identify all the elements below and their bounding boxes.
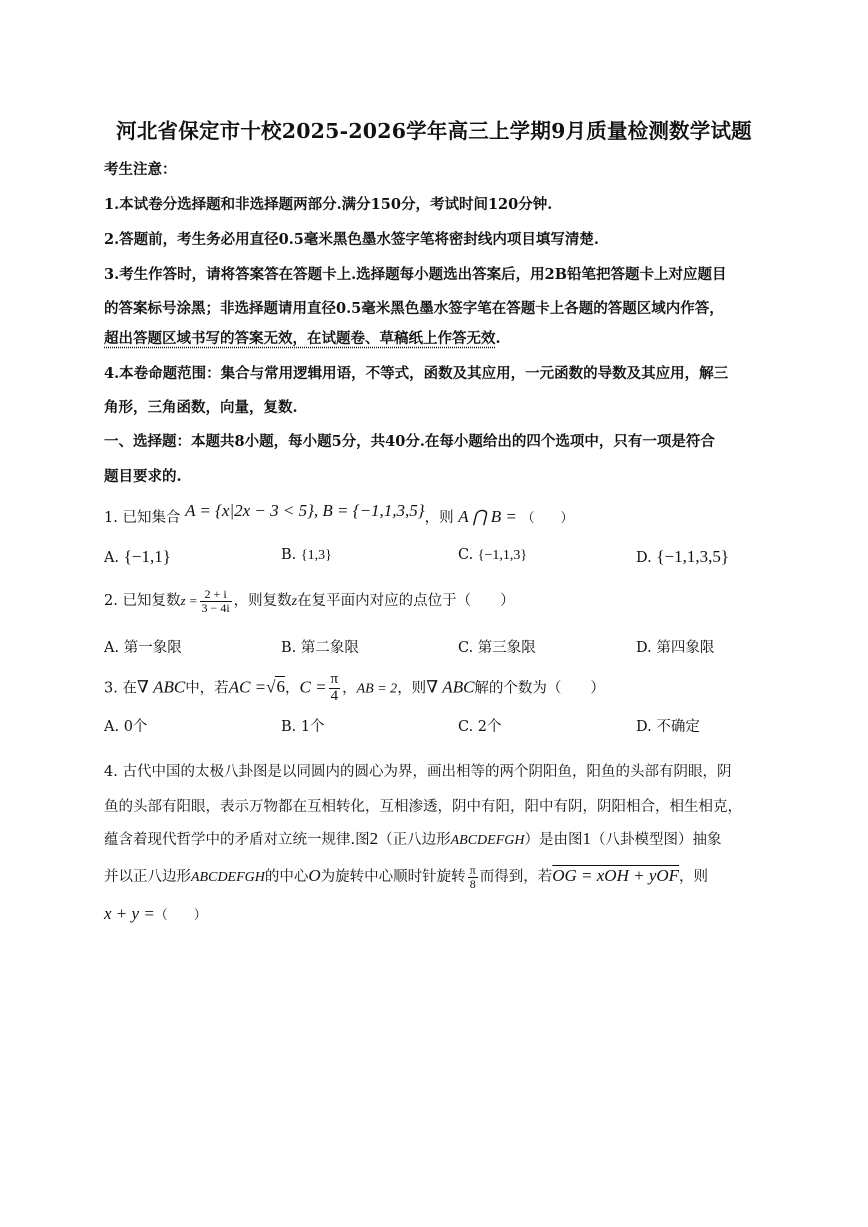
notice-item-3-line-2: 的答案标号涂黑；非选择题请用直径0.5毫米黑色墨水签字笔在答题卡上各题的答题区域内作答，	[104, 300, 724, 317]
notice-heading: 考生注意：	[104, 161, 177, 178]
intersection-expression: A ⋂ B =	[458, 507, 517, 526]
notice-item-4-line-1: 4.本卷命题范围：集合与常用逻辑用语，不等式，函数及其应用，一元函数的导数及其应用，解三	[104, 365, 729, 382]
question-3-stem: 3. 在∇ ABC中，若AC =√6，C = $\frac{\pi}{4}$ ，AB = 2，则∇ ABC解的个数为（ ）	[104, 671, 605, 704]
dotted-emphasis-text: 超出答题区域书写的答案无效，在试题卷、草稿纸上作答无效	[104, 330, 496, 347]
q1-option-a[interactable]: A. {−1,1}	[104, 547, 171, 566]
notice-item-3-line-3: 超出答题区域书写的答案无效，在试题卷、草稿纸上作答无效.	[104, 330, 501, 347]
section-1-heading-line-2: 题目要求的.	[104, 468, 182, 485]
section-1-heading-line-1: 一、选择题：本题共8小题，每小题5分，共40分.在每小题给出的四个选项中，只有一项是符合	[104, 433, 715, 450]
notice-item-4-line-2: 角形，三角函数，向量，复数.	[104, 399, 298, 416]
notice-item-3-line-1: 3.考生作答时，请将答案答在答题卡上.选择题每小题选出答案后，用2B铅笔把答题卡上对应题目	[104, 266, 727, 283]
question-1-stem: 1. 已知集合 A = {x|2x − 3 < 5}, B = {−1,1,3,5}，则 A ⋂ B = （ ）	[104, 501, 574, 526]
notice-item-1: 1.本试卷分选择题和非选择题两部分.满分150分，考试时间120分钟.	[104, 196, 553, 213]
vector-equation: OG = xOH + yOF	[552, 866, 680, 886]
q2-option-c[interactable]: C. 第三象限	[458, 640, 536, 656]
page-title: 河北省保定市十校2025-2026学年高三上学期9月质量检测数学试题	[116, 119, 752, 143]
q1-option-d[interactable]: D. {−1,1,3,5}	[636, 547, 729, 566]
q1-option-b[interactable]: B. {1,3}	[281, 547, 332, 563]
question-4-line-5: x + y =（ ）	[104, 904, 207, 923]
q3-option-b[interactable]: B. 1个	[281, 719, 325, 735]
q1-option-c[interactable]: C. {−1,1,3}	[458, 547, 528, 563]
notice-item-2: 2.答题前，考生务必用直径0.5毫米黑色墨水签字笔将密封线内项目填写清楚.	[104, 231, 599, 248]
q3-option-c[interactable]: C. 2个	[458, 719, 502, 735]
set-a: A = {x|2x − 3 < 5}	[185, 501, 314, 520]
question-4-line-1: 4. 古代中国的太极八卦图是以同圆内的圆心为界，画出相等的两个阴阳鱼，阳鱼的头部有阴眼，阴	[104, 764, 732, 780]
q3-option-d[interactable]: D. 不确定	[636, 719, 700, 735]
question-4-line-4: 并以正八边形ABCDEFGH的中心O为旋转中心顺时针旋转 $\frac{\pi}{8}$ 而得到，若OG = xOH + yOF，则	[104, 863, 709, 891]
fraction: $\frac{\pi}{8}$	[469, 863, 476, 891]
q2-option-a[interactable]: A. 第一象限	[104, 640, 182, 656]
fraction: $\frac{\pi}{4}$	[330, 671, 339, 704]
set-b: , B = {−1,1,3,5}	[313, 501, 425, 520]
question-4-line-2: 鱼的头部有阳眼，表示万物都在互相转化，互相渗透，阴中有阳，阳中有阴，阴阳相合，相生相克，	[104, 799, 742, 815]
q3-option-a[interactable]: A. 0个	[104, 719, 148, 735]
q2-option-b[interactable]: B. 第二象限	[281, 640, 359, 656]
q2-option-d[interactable]: D. 第四象限	[636, 640, 715, 656]
question-2-stem: 2. 已知复数z = $\frac{2 + i}{3 - 4i}$ ，则复数z在复平面内对应的点位于（ ）	[104, 587, 515, 615]
question-4-line-3: 蕴含着现代哲学中的矛盾对立统一规律.图2（正八边形ABCDEFGH）是由图1（八卦模型图）抽象	[104, 829, 722, 848]
fraction: $\frac{2 + i}{3 - 4i}$	[201, 587, 230, 615]
